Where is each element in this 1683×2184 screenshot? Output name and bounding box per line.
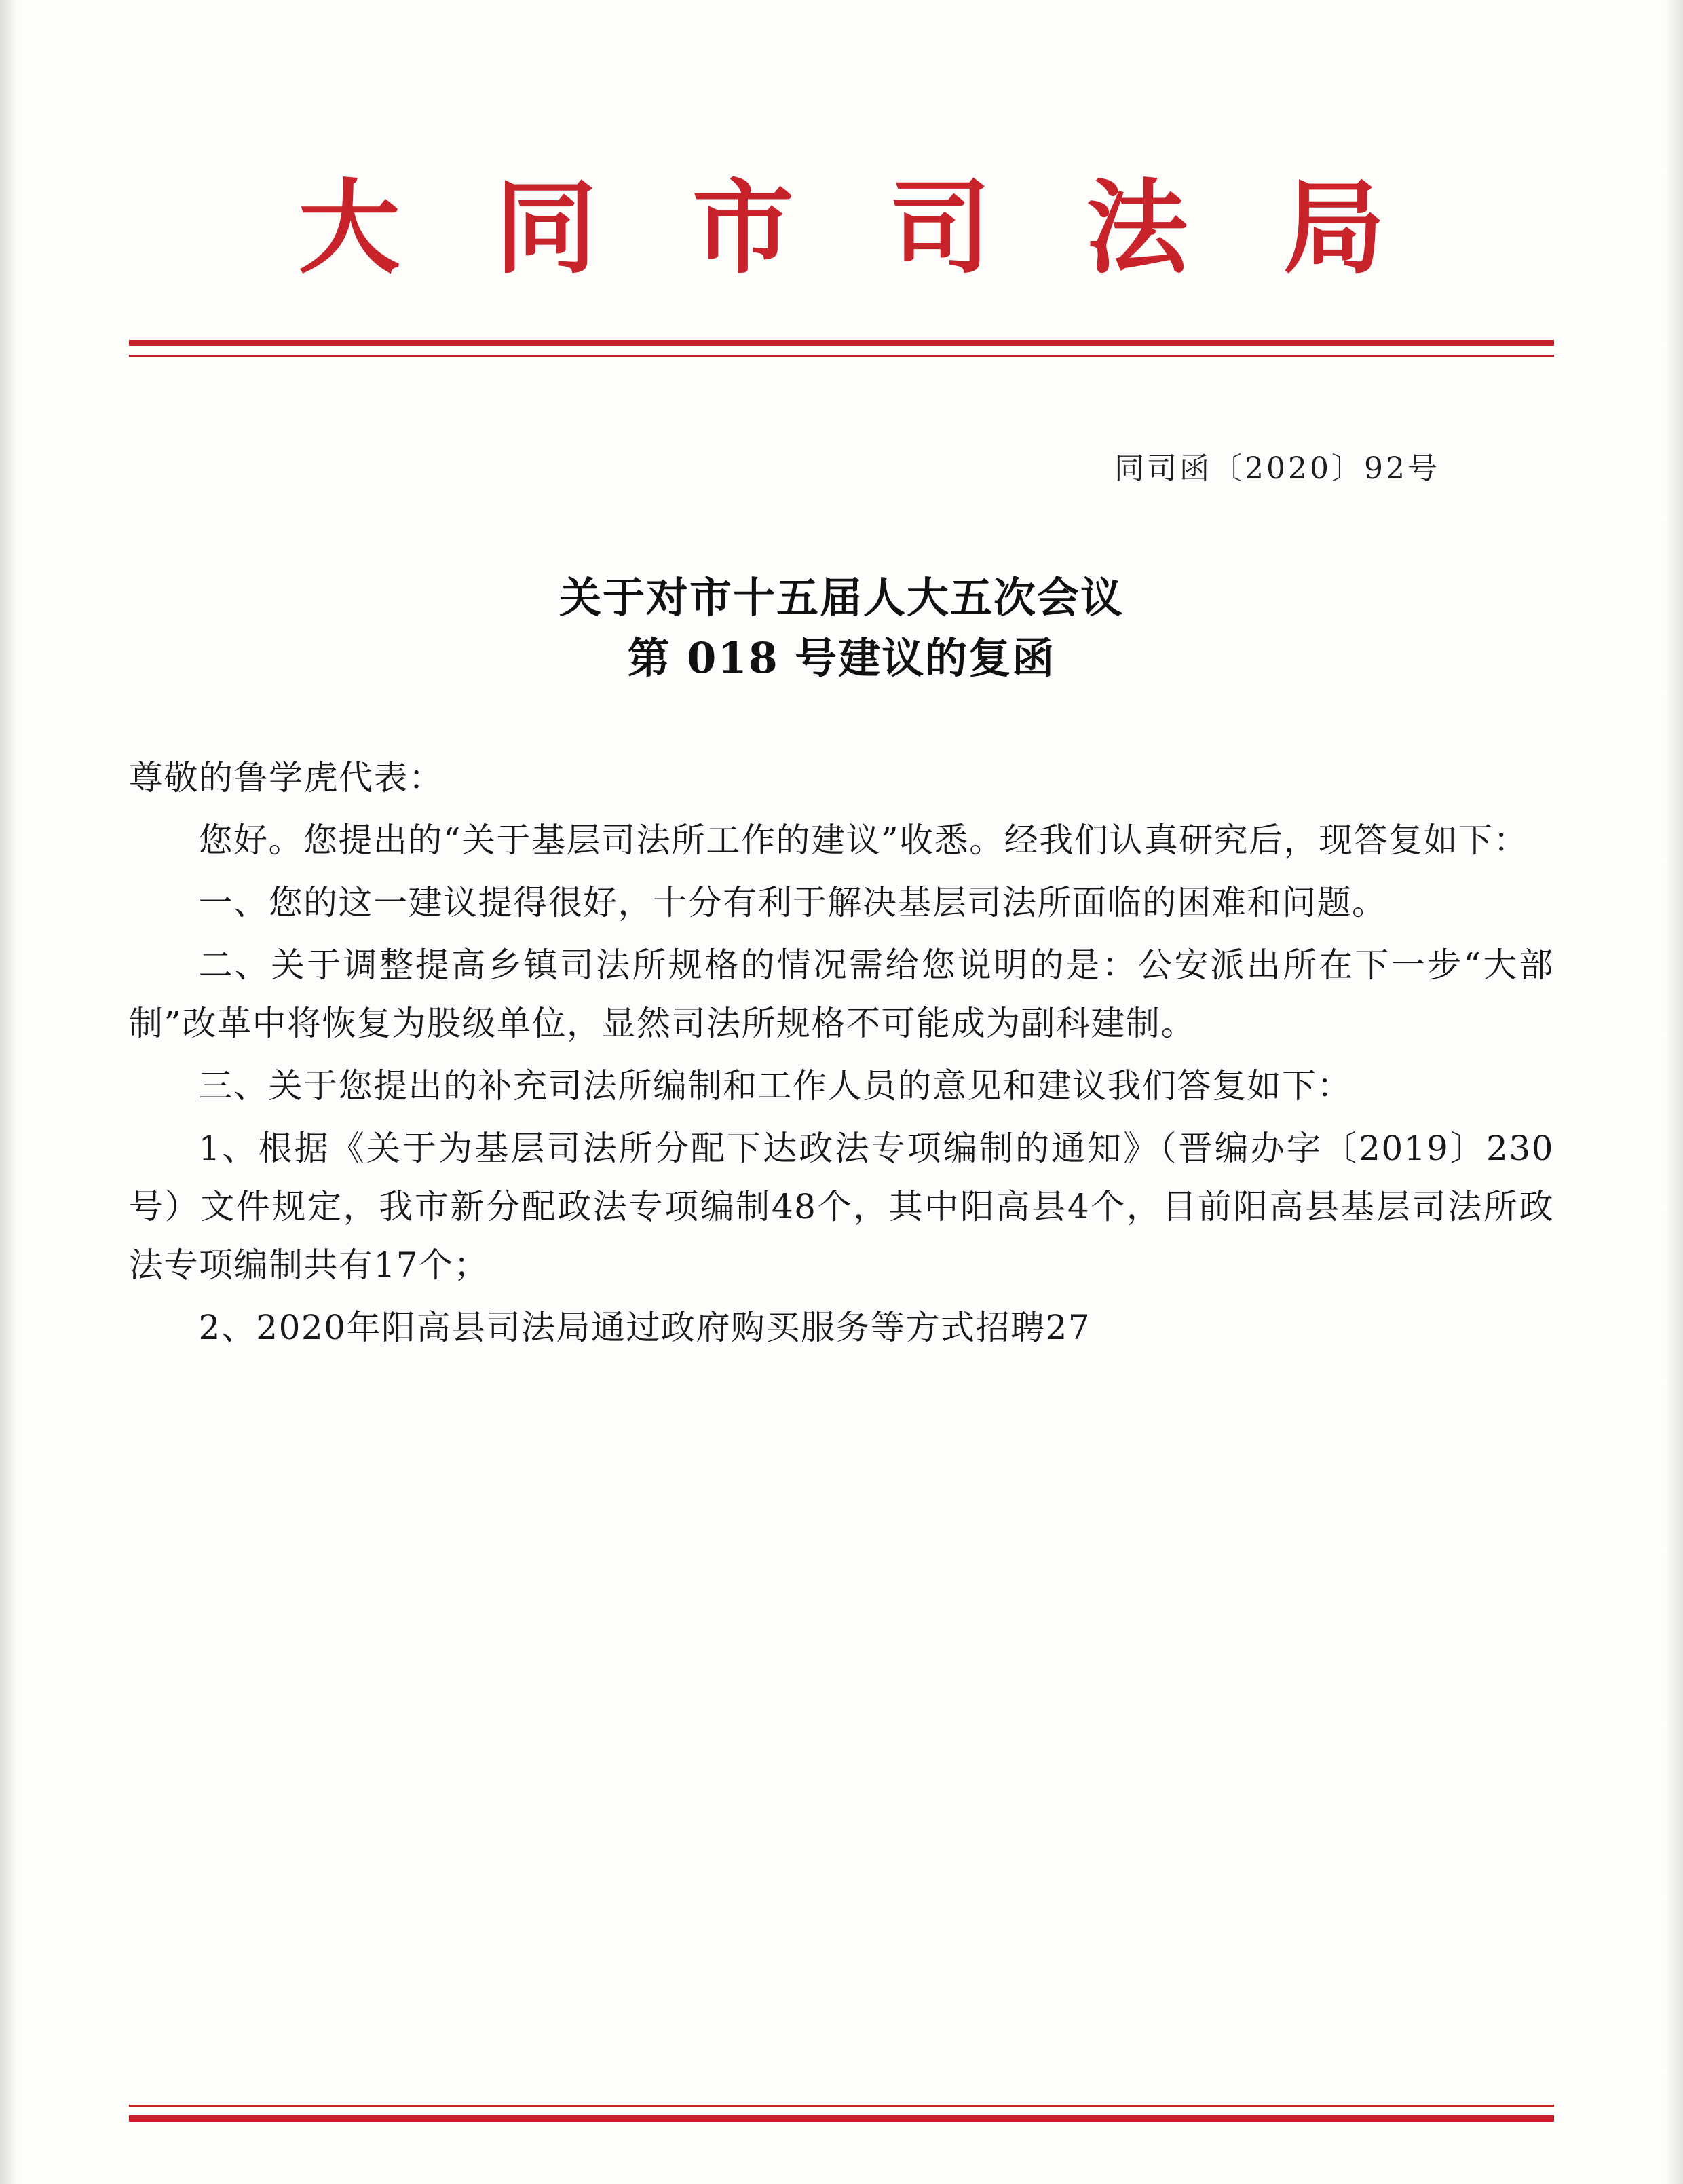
- body-paragraph: 一、您的这一建议提得很好，十分有利于解决基层司法所面临的困难和问题。: [198, 883, 1387, 923]
- body-paragraph: 您好。您提出的“关于基层司法所工作的建议”收悉。经我们认真研究后，现答复如下：: [198, 821, 1529, 861]
- document-body: [129, 749, 1554, 1357]
- document-number: 同司函〔2020〕92号: [1114, 451, 1440, 486]
- footer-divider: [129, 2105, 1554, 2122]
- document-title-line-2: 第 018 号建议的复函: [627, 633, 1056, 683]
- footer-rule-thin: [129, 2105, 1554, 2107]
- header-rule-thin: [129, 355, 1554, 357]
- document-content: [129, 0, 1554, 2184]
- document-title: [129, 567, 1554, 690]
- header-divider: [129, 340, 1554, 357]
- body-paragraph: 2、2020年阳高县司法局通过政府购买服务等方式招聘27: [198, 1308, 1091, 1348]
- document-title-line-1: 关于对市十五届人大五次会议: [559, 572, 1124, 622]
- salutation: 尊敬的鲁学虎代表：: [129, 758, 444, 798]
- body-paragraph: 1、根据《关于为基层司法所分配下达政法专项编制的通知》（晋编办字〔2019〕230号）文件规定，我市新分配政法专项编制48个，其中阳高县4个，目前阳高县基层司法所政法专项编制共有17个；: [129, 1129, 1554, 1285]
- footer-rule-thick: [129, 2115, 1554, 2122]
- letterhead-title: 大 同 市 司 法 局: [298, 168, 1415, 288]
- body-paragraph: 三、关于您提出的补充司法所编制和工作人员的意见和建议我们答复如下：: [198, 1066, 1352, 1106]
- header-rule-thick: [129, 340, 1554, 346]
- body-paragraph: 二、关于调整提高乡镇司法所规格的情况需给您说明的是：公安派出所在下一步“大部制”改革中将恢复为股级单位，显然司法所规格不可能成为副科建制。: [129, 945, 1554, 1044]
